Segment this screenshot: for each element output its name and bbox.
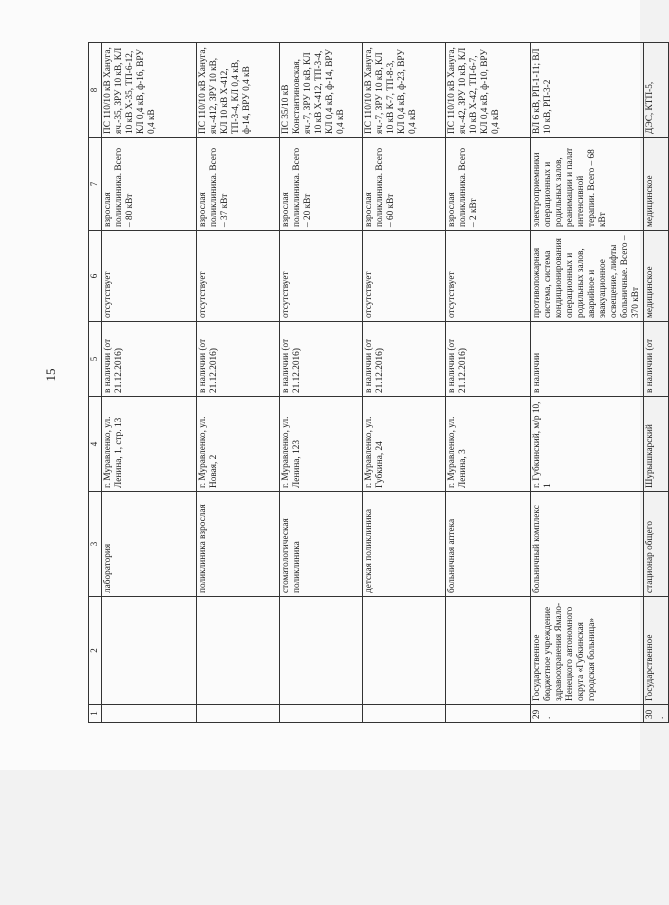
column-number: 3	[89, 492, 102, 597]
row-number-cell: 29.	[531, 705, 644, 723]
priority-load-cell: взрослая поликлиника. Всего – 20 кВт	[280, 138, 363, 231]
organization-cell	[102, 597, 197, 705]
power-source-cell: ПС 110/10 кВ Хануга, яч.-42, ЗРУ 10 кВ, КЛ 10 кВ Х-42, ТП-6-7, КЛ 0,4 кВ, ф-10, ВРУ 0,4 кВ	[446, 43, 531, 138]
table-row	[643, 43, 668, 723]
organization-cell: Государственное бюджетное учреждение здравоохранения Ямало-Ненецкого автономного округа «Губкинская городская больница»	[531, 597, 644, 705]
facility-cell: стоматологическая поликлиника	[280, 492, 363, 597]
power-source-cell: ВЛ 6 кВ, РП-1-11; ВЛ 10 кВ, РП-3-2	[531, 43, 644, 138]
priority-load-cell: электроприемники операционных и родильных залов, реанимации и палат интенсивной терапии. Всего – 68 кВт	[531, 138, 644, 231]
emergency-load-cell: отсутствует	[197, 231, 280, 322]
page-number: 15	[43, 368, 58, 382]
address-cell: г. Губкинский, м/р 10, 1	[531, 397, 644, 492]
row-number-cell	[363, 705, 446, 723]
emergency-load-cell: отсутствует	[363, 231, 446, 322]
row-number-cell	[280, 705, 363, 723]
power-source-cell: ПС 110/10 кВ Хануга, яч.-35, ЗРУ 10 кВ, КЛ 10 кВ Х-35, ТП-6-12, КЛ 0,4 кВ, ф-16, ВРУ 0,4 кВ	[102, 43, 197, 138]
row-number-cell: 30.	[643, 705, 668, 723]
facility-cell: больничная аптека	[446, 492, 531, 597]
facility-cell: поликлиника взрослая	[197, 492, 280, 597]
facility-cell: детская поликлиника	[363, 492, 446, 597]
organization-cell	[363, 597, 446, 705]
status-cell: в наличии (от 21.12.2016)	[197, 322, 280, 397]
organization-cell	[446, 597, 531, 705]
facility-cell: больничный комплекс	[531, 492, 644, 597]
facility-cell: стационар общего	[643, 492, 668, 597]
priority-load-cell: медицинское	[643, 138, 668, 231]
emergency-load-cell: противопожарная система, система кондиционирования операционных и родильных залов, аварийное и эвакуационное освещение, лифты больничные. Всего – 370 кВт	[531, 231, 644, 322]
column-number: 2	[89, 597, 102, 705]
status-cell: в наличии (от 21.12.2016)	[446, 322, 531, 397]
column-number: 6	[89, 231, 102, 322]
row-number-cell	[197, 705, 280, 723]
facility-cell: лаборатория	[102, 492, 197, 597]
power-source-cell: ПС 110/10 кВ Хануга, яч.-7, ЗРУ 10 кВ, КЛ 10 кВ К-7, ТП-8-3, КЛ 0,4 кВ, ф-23, ВРУ 0,4 кВ	[363, 43, 446, 138]
data-table	[88, 42, 669, 723]
status-cell: в наличии (от 21.12.2016)	[102, 322, 197, 397]
column-number: 7	[89, 138, 102, 231]
organization-cell	[280, 597, 363, 705]
status-cell: в наличии (от 21.12.2016)	[363, 322, 446, 397]
row-number-cell	[446, 705, 531, 723]
table-row	[531, 43, 644, 723]
address-cell: г. Муравленко, ул. Ленина, 3	[446, 397, 531, 492]
emergency-load-cell: отсутствует	[280, 231, 363, 322]
column-number: 1	[89, 705, 102, 723]
address-cell: г. Муравленко, ул. Губкина, 24	[363, 397, 446, 492]
priority-load-cell: взрослая поликлиника. Всего – 37 кВт	[197, 138, 280, 231]
priority-load-cell: взрослая поликлиника. Всего – 2 кВт	[446, 138, 531, 231]
column-number: 8	[89, 43, 102, 138]
organization-cell	[197, 597, 280, 705]
column-number-row	[89, 43, 102, 723]
address-cell: г. Муравленко, ул. Ленина, 1, стр. 13	[102, 397, 197, 492]
organization-cell: Государственное	[643, 597, 668, 705]
address-cell: г. Муравленко, ул. Новая, 2	[197, 397, 280, 492]
table-row	[280, 43, 363, 723]
table-row	[446, 43, 531, 723]
status-cell: в наличии (от 21.12.2016)	[280, 322, 363, 397]
status-cell: в наличии	[531, 322, 644, 397]
priority-load-cell: взрослая поликлиника. Всего – 80 кВт	[102, 138, 197, 231]
address-cell: г. Муравленко, ул. Ленина, 123	[280, 397, 363, 492]
column-number: 4	[89, 397, 102, 492]
power-source-cell: ДЭС, КТП-5,	[643, 43, 668, 138]
table-row	[197, 43, 280, 723]
priority-load-cell: взрослая поликлиника. Всего – 60 кВт	[363, 138, 446, 231]
table-row	[102, 43, 197, 723]
power-source-cell: ПС 35/10 кВ Константиновская, яч.-7, ЗРУ 10 кВ, КЛ 10 кВ Х-412, ТП-3-4, КЛ 0,4 кВ, ф-14, ВРУ 0,4 кВ	[280, 43, 363, 138]
status-cell: в наличии (от	[643, 322, 668, 397]
address-cell: Шурышкарский	[643, 397, 668, 492]
rotated-table-wrapper	[88, 43, 666, 723]
emergency-load-cell: отсутствует	[102, 231, 197, 322]
table-row	[363, 43, 446, 723]
column-number: 5	[89, 322, 102, 397]
power-source-cell: ПС 110/10 кВ Хануга, яч.-412, ЗРУ 10 кВ, КЛ 10 кВ Х-412, ТП-3-4, КЛ 0,4 кВ, ф-14, ВРУ 0,4 кВ	[197, 43, 280, 138]
emergency-load-cell: медицинское	[643, 231, 668, 322]
emergency-load-cell: отсутствует	[446, 231, 531, 322]
row-number-cell	[102, 705, 197, 723]
